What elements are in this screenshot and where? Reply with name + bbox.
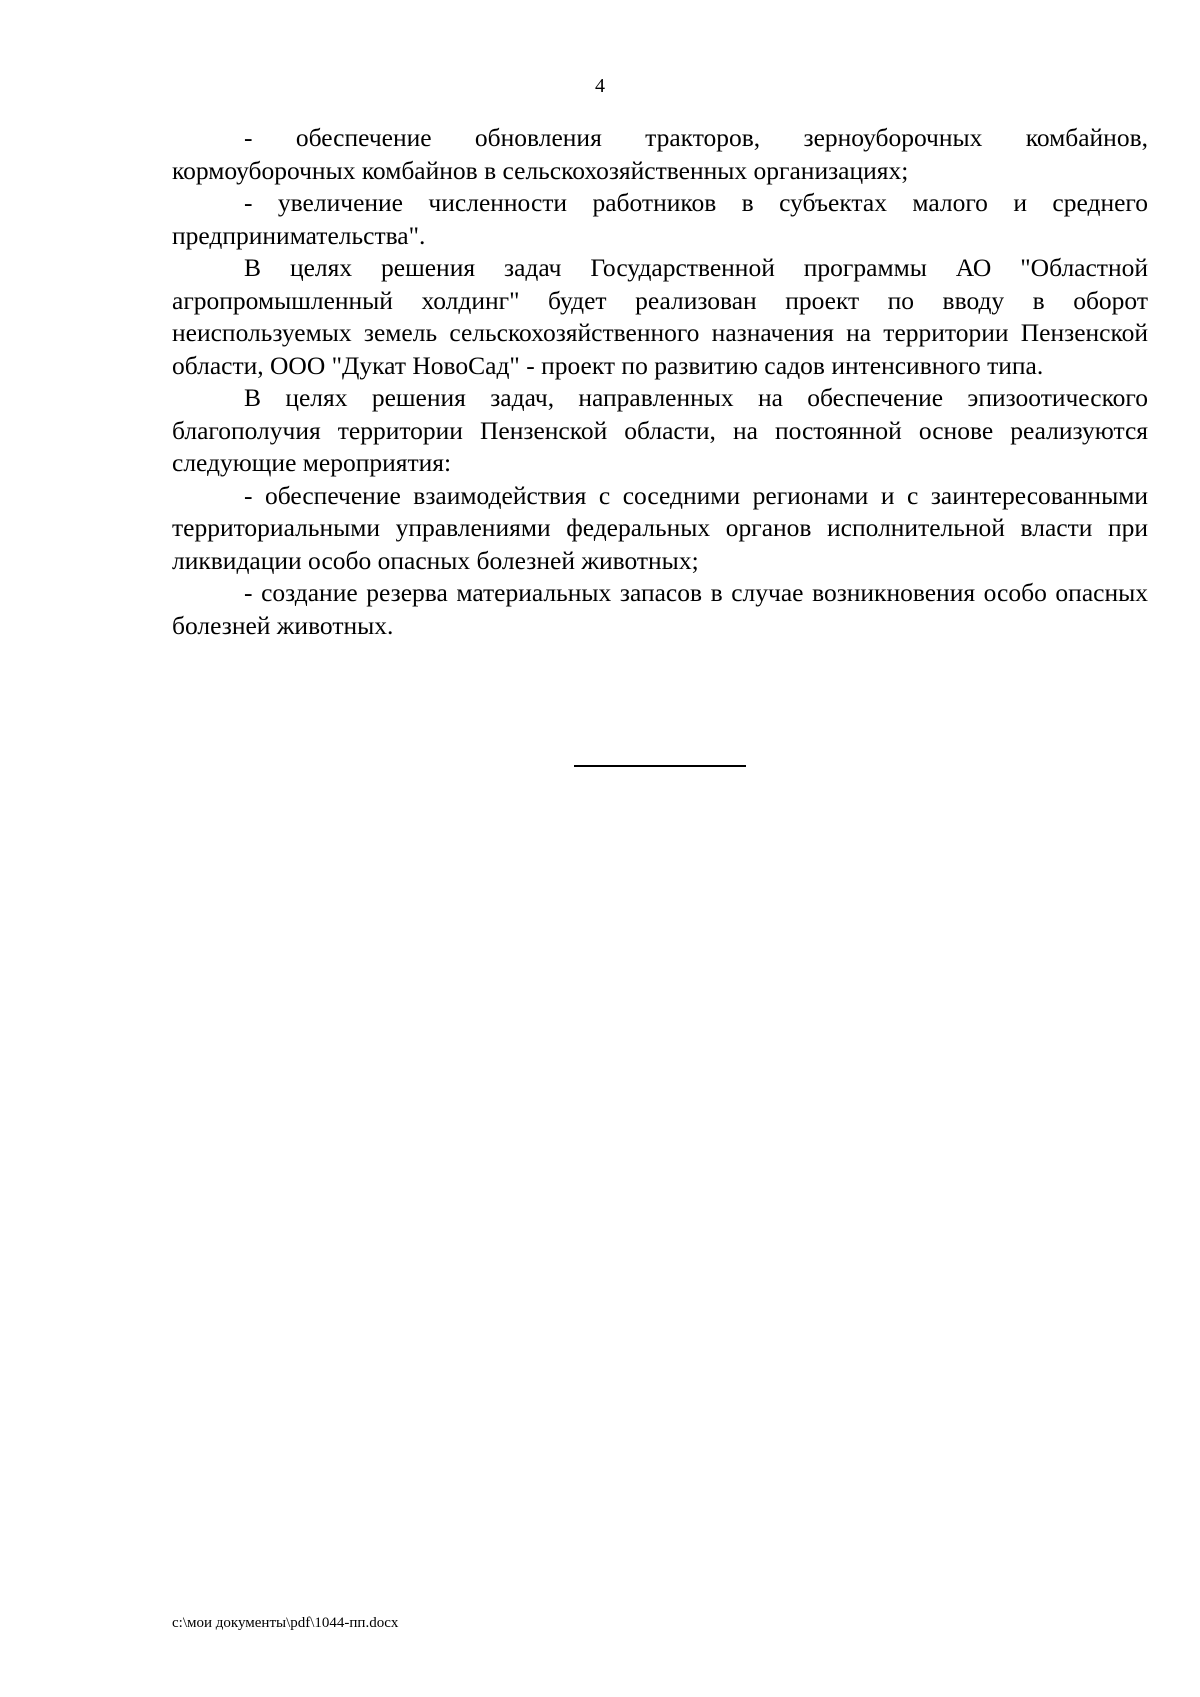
paragraph-material-reserve: - создание резерва материальных запасов в случае возникновения особо опасных болезней животных.: [172, 578, 1148, 640]
paragraph-tractor-renewal: - обеспечение обновления тракторов, зерноуборочных комбайнов, кормоуборочных комбайнов в сельскохозяйственных организациях;: [172, 123, 1148, 185]
paragraph-program-projects: В целях решения задач Государственной программы АО "Областной агропромышленный холдинг" будет реализован проект по вводу в оборот неиспользуемых земель сельскохозяйственного назначения на территории Пензенской области, ООО "Дукат НовоСад" - проект по развитию садов интенсивного типа.: [172, 253, 1148, 380]
footer-file-path: c:\мои документы\pdf\1044-пп.docx: [172, 1615, 399, 1631]
document-body: [172, 122, 1148, 642]
paragraph-small-business-workers: - увеличение численности работников в субъектах малого и среднего предпринимательства".: [172, 188, 1148, 250]
end-of-document-rule: [574, 765, 746, 767]
paragraph-regional-cooperation: - обеспечение взаимодействия с соседними регионами и с заинтересованными территориальными управлениями федеральных органов исполнительной власти при ликвидации особо опасных болезней животных;: [172, 480, 1148, 575]
paragraph-epizootic-measures: В целях решения задач, направленных на обеспечение эпизоотического благополучия территории Пензенской области, на постоянной основе реализуются следующие мероприятия:: [172, 383, 1148, 477]
page-number: 4: [595, 75, 605, 97]
